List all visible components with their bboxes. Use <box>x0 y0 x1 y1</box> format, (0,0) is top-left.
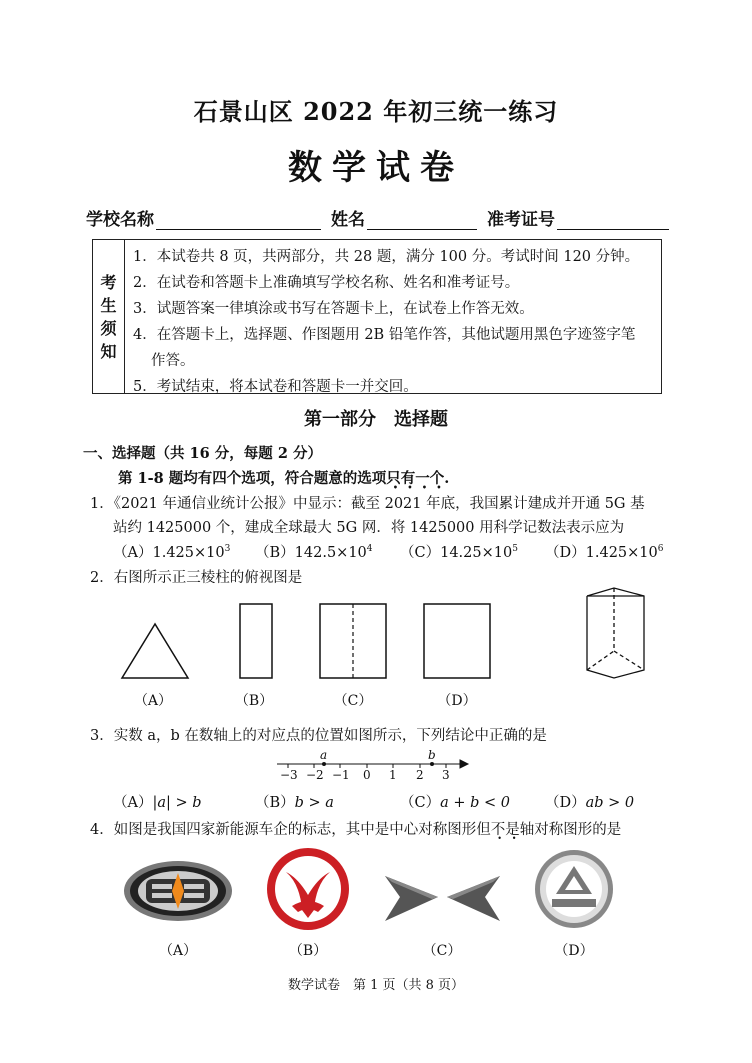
notice-item: 4．在答题卡上，选择题、作图题用 2B 铅笔作答，其他试题用黑色字迹签字笔 <box>133 327 636 343</box>
q3-text: 3．实数 a，b 在数轴上的对应点的位置如图所示，下列结论中正确的是 <box>90 728 547 744</box>
tick-label: −3 <box>280 768 298 782</box>
section-instruction: 第 1-8 题均有四个选项，符合题意的选项只有一个. <box>118 470 450 487</box>
exam-title: 石景山区 2022 年初三统一练习 <box>193 97 559 126</box>
q2-figure-a <box>122 624 188 678</box>
q1-line1: 1．《2021 年通信业统计公报》中显示：截至 2021 年底，我国累计建成并开通 5G 基 <box>90 496 645 512</box>
name-field[interactable]: 姓名 <box>331 205 477 230</box>
q4-caption-a: （A） <box>158 943 198 959</box>
q1-option-d[interactable]: $(D)1.425\times 10^6$ <box>545 544 664 561</box>
notice-label: 考 生 须 知 <box>93 240 125 393</box>
logo-b-icon <box>267 848 349 930</box>
tick-label: 2 <box>416 768 424 782</box>
point-b-label: b <box>428 748 436 762</box>
point-a-marker <box>322 762 326 766</box>
q1-option-a[interactable]: $(A)1.425\times 10^3$ <box>113 544 231 561</box>
q2-figure-d <box>424 604 490 678</box>
page-footer: 数学试卷 第 1 页（共 8 页） <box>287 978 465 993</box>
triangular-prism-figure <box>587 588 644 678</box>
q2-caption-d: （D） <box>437 693 477 709</box>
q3-option-a[interactable]: （A）|a| > b <box>113 795 202 811</box>
q1-line2: 站约 1425000 个，建成全球最大 5G 网．将 1425000 用科学记数法表示应为 <box>113 520 625 536</box>
q2-figure-b <box>240 604 272 678</box>
subject-title: 数学试卷 <box>288 148 464 188</box>
q4-caption-b: （B） <box>288 943 328 959</box>
q2-text: 2．右图所示正三棱柱的俯视图是 <box>90 570 303 586</box>
notice-item: 2．在试卷和答题卡上准确填写学校名称、姓名和准考证号。 <box>133 275 520 291</box>
q2-caption-b: （B） <box>234 693 274 709</box>
q1-option-b[interactable]: $(B)142.5\times 10^4$ <box>255 544 373 561</box>
q2-caption-a: （A） <box>133 693 173 709</box>
q3-option-d[interactable]: （D）ab > 0 <box>545 795 635 811</box>
notice-item: 作答。 <box>151 353 195 369</box>
logo-a-icon <box>124 861 232 921</box>
tick-label: −1 <box>332 768 350 782</box>
notice-item: 1．本试卷共 8 页，共两部分，共 28 题，满分 100 分。考试时间 120 分钟。 <box>133 249 640 265</box>
q2-caption-c: （C） <box>333 693 373 709</box>
number-line <box>277 760 468 768</box>
logo-c-icon <box>385 876 500 921</box>
q4-caption-c: （C） <box>422 943 462 959</box>
section-heading: 一、选择题（共 16 分，每题 2 分） <box>83 445 322 462</box>
exam-id-field[interactable]: 准考证号 <box>487 205 669 230</box>
q1-option-c[interactable]: $(C)14.25\times 10^5$ <box>400 544 518 561</box>
part-title: 第一部分 选择题 <box>304 409 448 430</box>
q3-option-c[interactable]: （C）a + b < 0 <box>400 795 510 811</box>
q4-caption-d: （D） <box>554 943 594 959</box>
school-field[interactable]: 学校名称 <box>86 205 321 230</box>
notice-item: 3．试题答案一律填涂或书写在答题卡上，在试卷上作答无效。 <box>133 301 534 317</box>
logo-d-icon <box>535 850 613 928</box>
tick-label: −2 <box>306 768 324 782</box>
point-a-label: a <box>320 748 328 762</box>
q4-text: 4．如图是我国四家新能源车企的标志，其中是中心对称图形但不是轴对称图形的是 <box>90 822 622 838</box>
tick-label: 0 <box>363 768 371 782</box>
tick-label: 1 <box>389 768 397 782</box>
tick-label: 3 <box>442 768 450 782</box>
point-b-marker <box>430 762 434 766</box>
notice-item: 5．考试结束，将本试卷和答题卡一并交回。 <box>133 379 418 395</box>
q3-option-b[interactable]: （B）b > a <box>255 795 334 811</box>
